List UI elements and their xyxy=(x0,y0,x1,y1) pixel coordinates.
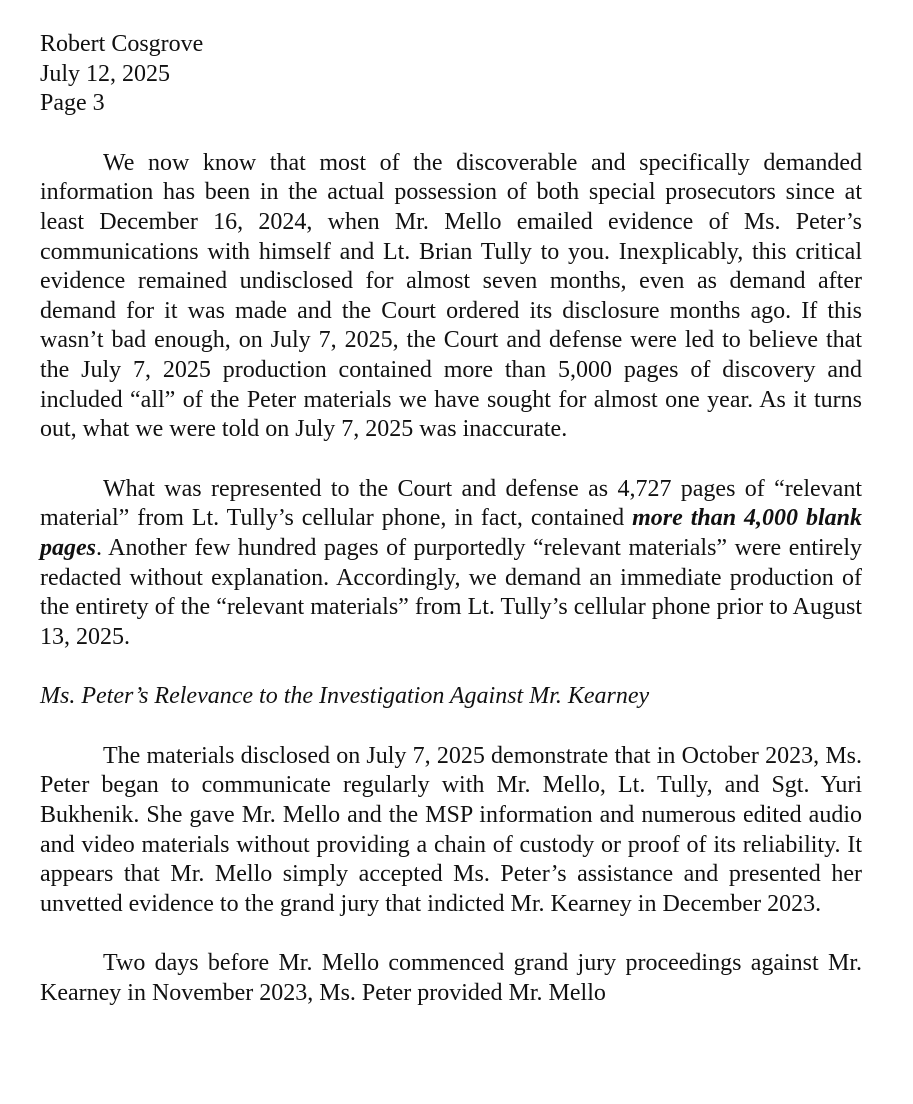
letter-header xyxy=(40,30,862,119)
letter-date: July 12, 2025 xyxy=(40,60,171,87)
paragraph-discovery-possession: We now know that most of the discoverable and specifically demanded information has been in the actual possession of both special prosecutors since at least December 16, 2024, when Mr. Mello emailed evidence of Ms. Peter’s communications with himself and Lt. Brian Tully to you. Inexplicably, this critical evidence remained undisclosed for almost seven months, even as demand after demand for it was made and the Court ordered its disclosure months ago. If this wasn’t bad enough, on July 7, 2025, the Court and defense were led to believe that the July 7, 2025 production contained more than 5,000 pages of discovery and included “all” of the Peter materials we have sought for almost one year. As it turns out, what we were told on July 7, 2025 was inaccurate. xyxy=(40,149,862,443)
paragraph-blank-pages-text-start: What was represented to the Court and defense as 4,727 pages of “relevant material” from Lt. Tully’s cellular phone, in fact, contained xyxy=(40,475,862,532)
section-heading: Ms. Peter’s Relevance to the Investigation Against Mr. Kearney xyxy=(40,683,650,710)
recipient-name: Robert Cosgrove xyxy=(40,31,204,57)
page-number: Page 3 xyxy=(40,90,105,117)
blank-pages-emphasis: more than 4,000 blank pages xyxy=(40,505,862,561)
paragraph-blank-pages xyxy=(40,475,862,653)
paragraph-materials-disclosed: The materials disclosed on July 7, 2025 demonstrate that in October 2023, Ms. Peter began to communicate regularly with Mr. Mello, Lt. Tully, and Sgt. Yuri Bukhenik. She gave Mr. Mello and the MSP information and numerous edited audio and video materials without providing a chain of custody or proof of its reliability. It appears that Mr. Mello simply accepted Ms. Peter’s assistance and presented her unvetted evidence to the grand jury that indicted Mr. Kearney in December 2023. xyxy=(40,742,862,917)
paragraph-grand-jury: Two days before Mr. Mello commenced grand jury proceedings against Mr. Kearney in November 2023, Ms. Peter provided Mr. Mello xyxy=(40,950,862,1007)
letter-page xyxy=(40,30,862,1039)
paragraph-blank-pages-text-end: . Another few hundred pages of purportedly “relevant materials” were entirely redacted without explanation. Accordingly, we demand an immediate production of the entirety of the “relevant materials” from Lt. Tully’s cellular phone prior to August 13, 2025. xyxy=(40,534,862,650)
